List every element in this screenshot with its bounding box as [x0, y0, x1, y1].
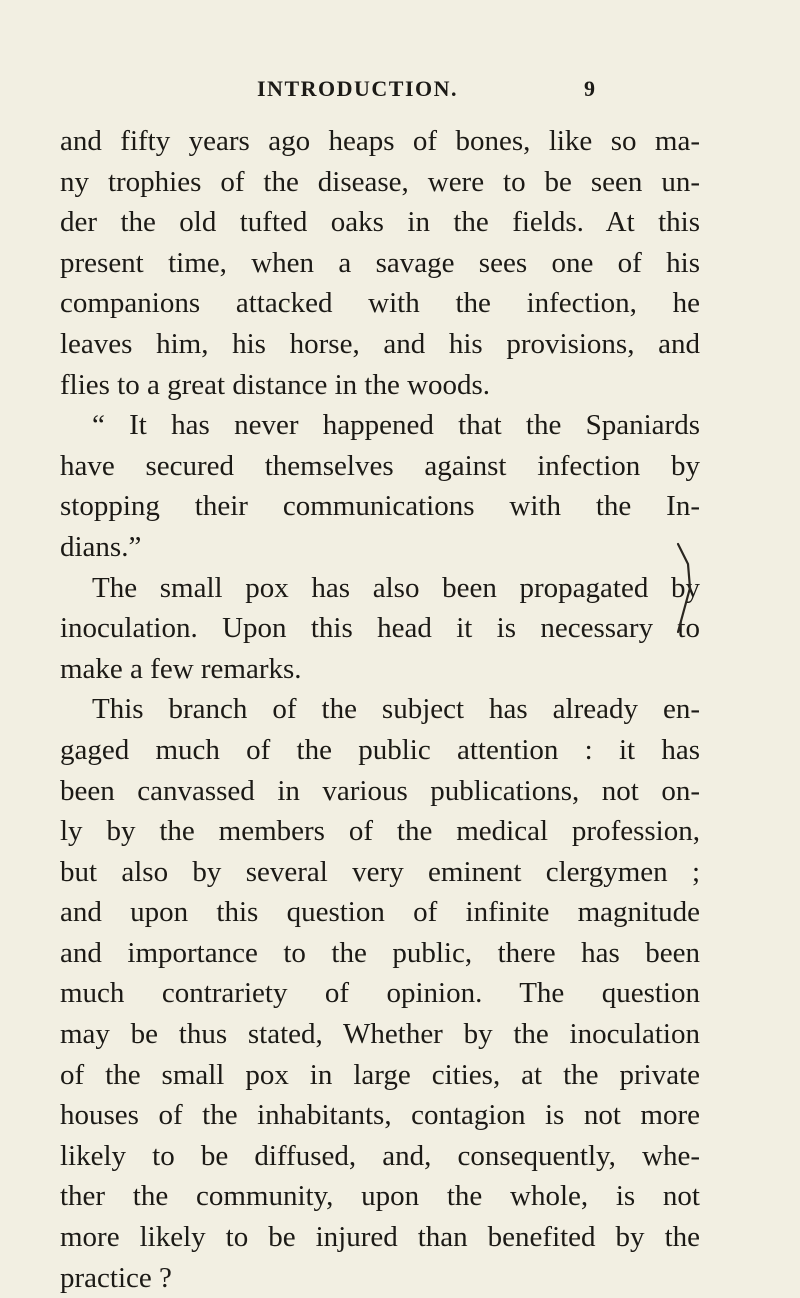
text-line: may be thus stated, Whether by the inoculation: [60, 1018, 700, 1051]
text-line: “ It has never happened that the Spaniards: [92, 409, 700, 442]
text-line: likely to be diffused, and, consequently, whe-: [60, 1139, 700, 1172]
text-line: been canvassed in various publications, not on-: [60, 774, 700, 807]
text-line: but also by several very eminent clergymen ;: [60, 855, 700, 888]
text-line: flies to a great distance in the woods.: [60, 368, 491, 401]
text-line: leaves him, his horse, and his provisions, and: [60, 327, 700, 360]
margin-bracket-mark: [670, 540, 700, 660]
text-line: The small pox has also been propagated by: [92, 571, 700, 604]
text-line: and importance to the public, there has been: [60, 936, 700, 969]
text-line: and fifty years ago heaps of bones, like so ma-: [60, 125, 700, 157]
text-line: ther the community, upon the whole, is not: [60, 1180, 700, 1213]
text-line: and upon this question of infinite magnitude: [60, 896, 700, 929]
text-line: gaged much of the public attention : it has: [60, 733, 700, 766]
text-line: stopping their communications with the In-: [60, 490, 700, 523]
text-line: much contrariety of opinion. The question: [60, 977, 700, 1010]
running-head: [257, 76, 607, 106]
text-line: inoculation. Upon this head it is necessary to: [60, 612, 700, 645]
text-line: dians.”: [60, 530, 142, 563]
text-line: ly by the members of the medical profession,: [60, 815, 700, 848]
text-line: der the old tufted oaks in the fields. At this: [60, 206, 700, 239]
text-line: practice ?: [60, 1261, 172, 1294]
text-line: have secured themselves against infection by: [60, 449, 700, 482]
text-line: This branch of the subject has already en-: [92, 693, 700, 726]
text-line: more likely to be injured than benefited by the: [60, 1221, 700, 1254]
text-line: of the small pox in large cities, at the private: [60, 1058, 700, 1091]
running-title: INTRODUCTION.: [257, 76, 459, 101]
text-line: ny trophies of the disease, were to be seen un-: [60, 165, 700, 198]
body-text: [60, 121, 700, 1298]
text-line: present time, when a savage sees one of his: [60, 246, 700, 279]
page-number: 9: [584, 76, 595, 101]
text-line: houses of the inhabitants, contagion is not more: [60, 1099, 700, 1132]
text-line: make a few remarks.: [60, 652, 302, 685]
text-line: companions attacked with the infection, he: [60, 287, 700, 320]
